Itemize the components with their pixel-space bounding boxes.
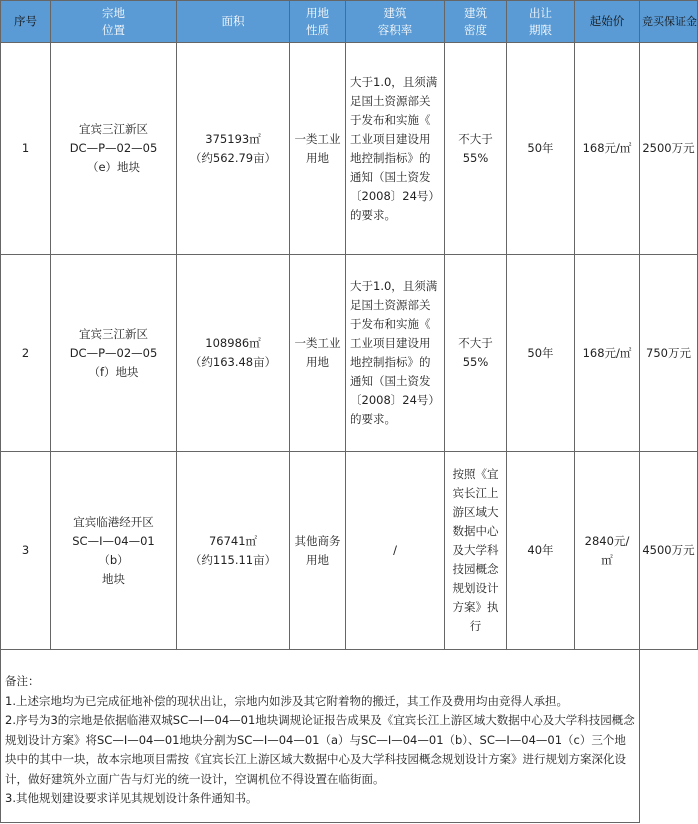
cell-area-line: （约562.79亩） <box>189 150 277 165</box>
cell-area <box>177 43 290 255</box>
cell-term-text: 50年 <box>527 345 554 360</box>
cell-far <box>346 452 445 650</box>
table-header-row <box>1 1 698 43</box>
header-density: 建筑 密度 <box>445 1 507 43</box>
cell-area-line: 108986㎡ <box>205 336 261 350</box>
table-row <box>1 452 698 650</box>
cell-density-line: 方案》执 <box>452 600 499 614</box>
cell-term <box>507 43 575 255</box>
cell-use <box>290 255 346 452</box>
cell-seq <box>1 452 51 650</box>
cell-far-line: / <box>393 543 397 557</box>
cell-location-line: 宜宾临港经开区 <box>73 514 154 529</box>
cell-location-line: （b） <box>98 552 129 567</box>
cell-deposit <box>640 43 698 255</box>
header-use: 用地 性质 <box>290 1 346 43</box>
cell-far-line: 地控制指标》的 <box>350 355 431 369</box>
cell-far-line: 的要求。 <box>350 412 396 426</box>
cell-start-price <box>575 452 640 650</box>
cell-density-line: 及大学科 <box>452 543 499 557</box>
cell-area <box>177 452 290 650</box>
cell-density-line: 游区域大 <box>452 505 499 519</box>
cell-deposit-text: 4500万元 <box>642 543 695 557</box>
cell-density <box>445 255 507 452</box>
cell-area-line: （约115.11亩） <box>189 552 277 567</box>
cell-deposit <box>640 452 698 650</box>
cell-use-line: 用地 <box>306 355 329 369</box>
cell-far-line: 地控制指标》的 <box>350 150 431 165</box>
cell-far-line: 大于1.0，且须满 <box>350 279 438 293</box>
cell-far-line: 〔2008〕24号） <box>350 393 440 407</box>
cell-location <box>51 255 177 452</box>
cell-start-price-line: 168元/㎡ <box>582 345 632 360</box>
cell-far <box>346 43 445 255</box>
cell-use-line: 用地 <box>306 150 329 165</box>
cell-seq-text: 3 <box>21 543 30 557</box>
header-seq: 序号 <box>1 1 51 43</box>
cell-far-line: 工业项目建设用 <box>350 131 431 146</box>
cell-density-line: 55% <box>462 150 489 165</box>
cell-density-line: 技园概念 <box>452 562 499 576</box>
cell-location-line: （f）地块 <box>88 364 139 379</box>
cell-density-line: 行 <box>469 619 482 633</box>
cell-far-line: 于发布和实施《 <box>350 112 431 127</box>
cell-location <box>51 43 177 255</box>
cell-density-line: 宾长江上 <box>452 486 499 500</box>
cell-density-line: 不大于 <box>458 336 493 350</box>
header-area: 面积 <box>177 1 290 43</box>
cell-start-price <box>575 255 640 452</box>
cell-density <box>445 43 507 255</box>
cell-seq-text: 1 <box>21 141 30 155</box>
header-term: 出让 期限 <box>507 1 575 43</box>
cell-far-line: 足国土资源部关 <box>350 93 431 108</box>
header-far: 建筑 容积率 <box>346 1 445 43</box>
cell-density-line: 不大于 <box>458 131 493 146</box>
cell-seq <box>1 255 51 452</box>
cell-density-line: 数据中心 <box>452 524 499 538</box>
table-row <box>1 43 698 255</box>
cell-far <box>346 255 445 452</box>
cell-seq <box>1 43 51 255</box>
cell-start-price <box>575 43 640 255</box>
cell-location-line: 地块 <box>102 571 125 586</box>
note-item-3: 3.其他规划建设要求详见其规划设计条件通知书。 <box>5 791 258 805</box>
cell-area-line: （约163.48亩） <box>189 355 277 369</box>
table-row <box>1 255 698 452</box>
cell-density-line: 规划设计 <box>452 581 499 595</box>
cell-use-line: 用地 <box>306 552 329 567</box>
cell-start-price-line: ㎡ <box>601 552 613 567</box>
cell-use-line: 其他商务 <box>294 533 341 548</box>
header-location: 宗地 位置 <box>51 1 177 43</box>
cell-far-line: 通知（国土资发 <box>350 374 431 388</box>
cell-location-line: 宜宾三江新区 <box>79 326 148 341</box>
note-item-2: 2.序号为3的宗地是依据临港双城SC—I—04—01地块调规论证报告成果及《宜宾长江上游区域大数据中心及大学科技园概念规划设计方案》将SC—I—04—01地块分割为SC—I—04—01（a）与SC—I—04—01（b）、SC—I—04—01（c）三个地块中的其中一块，故本宗地项目需按《宜宾长江上游区域大数据中心及大学科技园概念规划设计方案》进行规划方案深化设计，做好建筑外立面广告与灯光的统一设计，空调机位不得设置在临街面。 <box>5 713 635 786</box>
cell-location-line: DC—P—02—05 <box>69 345 158 360</box>
cell-location-line: （e）地块 <box>86 160 141 174</box>
cell-location <box>51 452 177 650</box>
cell-area-line: 76741㎡ <box>208 533 258 548</box>
cell-far-line: 大于1.0，且须满 <box>350 74 438 89</box>
cell-use-line: 一类工业 <box>294 131 341 146</box>
cell-density-line: 按照《宜 <box>452 467 499 481</box>
cell-term <box>507 452 575 650</box>
cell-location-line: 宜宾三江新区 <box>79 122 148 136</box>
cell-deposit <box>640 255 698 452</box>
cell-density-line: 55% <box>462 355 489 369</box>
cell-far-line: 于发布和实施《 <box>350 317 431 331</box>
cell-seq-text: 2 <box>21 345 30 360</box>
cell-far-line: 足国土资源部关 <box>350 298 431 312</box>
cell-far-line: 〔2008〕24号） <box>350 188 440 203</box>
cell-use <box>290 43 346 255</box>
cell-deposit-text: 2500万元 <box>642 141 695 155</box>
cell-area-line: 375193㎡ <box>205 131 261 146</box>
cell-area <box>177 255 290 452</box>
cell-density <box>445 452 507 650</box>
cell-deposit-text: 750万元 <box>646 345 691 360</box>
notes-section <box>0 650 640 823</box>
cell-term-text: 50年 <box>527 141 554 155</box>
cell-use-line: 一类工业 <box>294 336 341 350</box>
note-item-1: 1.上述宗地均为已完成征地补偿的现状出让，宗地内如涉及其它附着物的搬迁，其工作及费用均由竞得人承担。 <box>5 693 568 708</box>
cell-location-line: SC—I—04—01 <box>72 533 155 548</box>
cell-far-line: 通知（国土资发 <box>350 169 431 184</box>
cell-term <box>507 255 575 452</box>
cell-term-text: 40年 <box>527 543 554 557</box>
cell-location-line: DC—P—02—05 <box>69 141 158 155</box>
cell-start-price-line: 2840元/ <box>584 533 630 548</box>
header-deposit: 竞买保证金 <box>640 1 698 43</box>
cell-start-price-line: 168元/㎡ <box>582 141 632 155</box>
cell-use <box>290 452 346 650</box>
notes-title: 备注： <box>5 674 40 688</box>
cell-far-line: 工业项目建设用 <box>350 336 431 350</box>
cell-far-line: 的要求。 <box>350 207 396 222</box>
header-start-price: 起始价 <box>575 1 640 43</box>
